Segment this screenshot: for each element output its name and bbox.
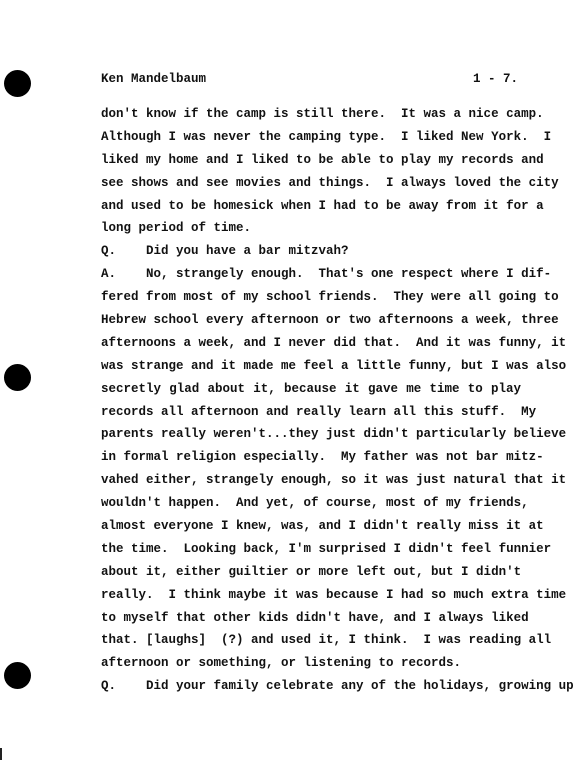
- punch-hole: [4, 364, 31, 391]
- page-number: 1 - 7.: [472, 72, 518, 86]
- transcript-line: wouldn't happen. And yet, of course, most of my friends,: [101, 496, 529, 511]
- transcript-line: fered from most of my school friends. They were all going to: [101, 290, 559, 305]
- transcript-line: and used to be homesick when I had to be away from it for a: [101, 198, 544, 213]
- transcript-line: long period of time.: [101, 221, 252, 236]
- transcript-line: liked my home and I liked to be able to play my records and: [101, 152, 544, 167]
- header-name: Ken Mandelbaum: [101, 72, 207, 86]
- transcript-line: was strange and it made me feel a little funny, but I was also: [101, 358, 567, 373]
- transcript-line: vahed either, strangely enough, so it was just natural that it: [101, 473, 567, 488]
- transcript-line: in formal religion especially. My father was not bar mitz-: [101, 450, 544, 465]
- transcript-line: Hebrew school every afternoon or two afternoons a week, three: [101, 313, 559, 328]
- transcript-line: the time. Looking back, I'm surprised I didn't feel funnier: [101, 541, 552, 556]
- transcript-line: parents really weren't...they just didn't particularly believe: [101, 427, 567, 442]
- punch-hole: [4, 662, 31, 689]
- page-header: [101, 72, 518, 92]
- transcript-line: A. No, strangely enough. That's one respect where I dif-: [101, 267, 552, 282]
- transcript-line: see shows and see movies and things. I always loved the city: [101, 175, 559, 190]
- transcript-line: really. I think maybe it was because I had so much extra time: [101, 587, 567, 602]
- transcript-body: [101, 103, 574, 698]
- transcript-line: almost everyone I knew, was, and I didn't really miss it at: [101, 519, 544, 534]
- transcript-line: Although I was never the camping type. I liked New York. I: [101, 129, 552, 144]
- transcript-line: Q. Did your family celebrate any of the holidays, growing up: [101, 679, 574, 694]
- transcript-line: records all afternoon and really learn all this stuff. My: [101, 404, 537, 419]
- punch-hole: [4, 70, 31, 97]
- transcript-line: afternoons a week, and I never did that. And it was funny, it: [101, 335, 567, 350]
- transcript-line: don't know if the camp is still there. It was a nice camp.: [101, 107, 544, 121]
- transcript-line: that. [laughs] (?) and used it, I think. I was reading all: [101, 633, 552, 648]
- transcript-line: Q. Did you have a bar mitzvah?: [101, 244, 349, 259]
- scan-mark: [0, 748, 8, 760]
- transcript-line: secretly glad about it, because it gave me time to play: [101, 381, 521, 396]
- transcript-line: to myself that other kids didn't have, and I always liked: [101, 610, 529, 625]
- transcript-line: about it, either guiltier or more left out, but I didn't: [101, 564, 522, 579]
- transcript-line: afternoon or something, or listening to records.: [101, 656, 462, 671]
